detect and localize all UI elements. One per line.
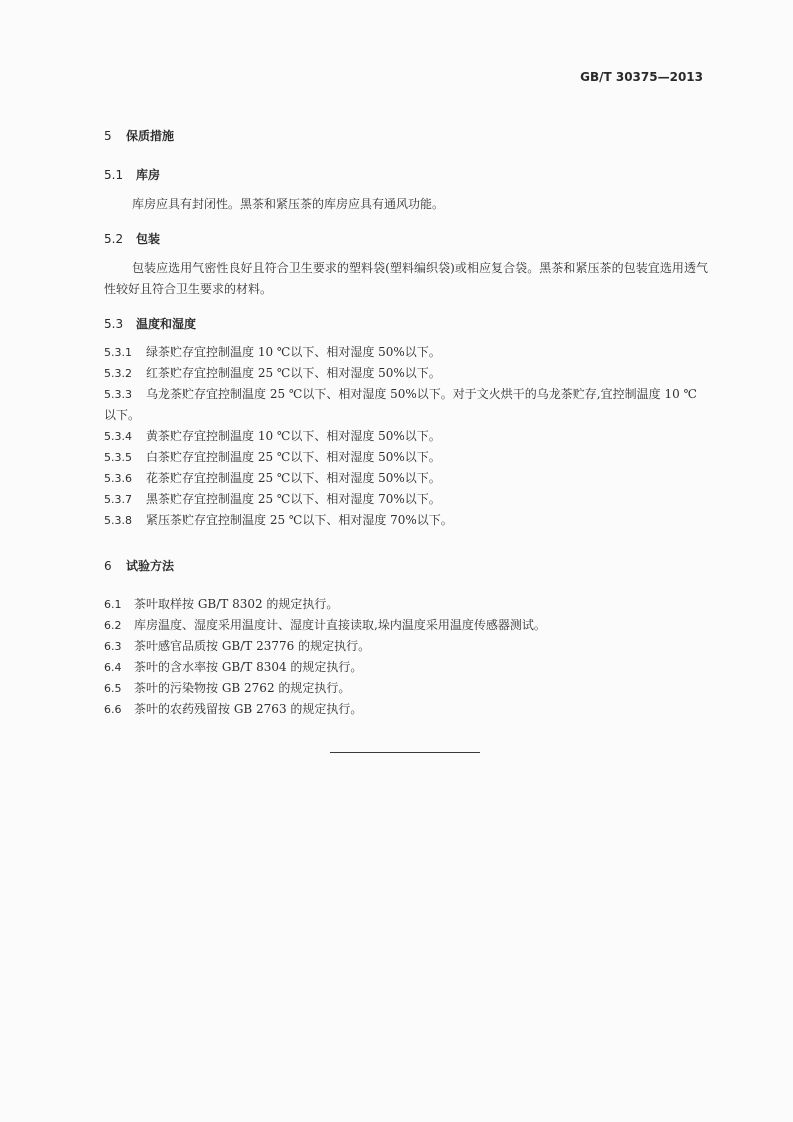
section-5-2-text: 包装应选用气密性良好且符合卫生要求的塑料袋(塑料编织袋)或相应复合袋。黑茶和紧压茶的包装宜选用透气性较好且符合卫生要求的材料。 bbox=[104, 261, 708, 296]
item-number: 6.1 bbox=[104, 598, 122, 611]
item-number: 6.2 bbox=[104, 619, 122, 632]
item-number: 5.3.4 bbox=[104, 430, 132, 443]
section-5-1-text: 库房应具有封闭性。黑茶和紧压茶的库房应具有通风功能。 bbox=[132, 197, 445, 211]
section-title: 保质措施 bbox=[126, 129, 175, 143]
item-text: 白茶贮存宜控制温度 25 ℃以下、相对湿度 50%以下。 bbox=[146, 450, 441, 464]
item-text: 乌龙茶贮存宜控制温度 25 ℃以下、相对湿度 50%以下。对于文火烘干的乌龙茶贮存,宜控制温度 10 ℃以下。 bbox=[104, 387, 697, 422]
list-item-6-5 bbox=[104, 678, 708, 699]
list-item-6-6 bbox=[104, 699, 708, 720]
item-number: 6.4 bbox=[104, 661, 122, 674]
item-text: 黑茶贮存宜控制温度 25 ℃以下、相对湿度 70%以下。 bbox=[146, 492, 441, 506]
item-number: 6.3 bbox=[104, 640, 122, 653]
section-number: 5 bbox=[104, 129, 112, 143]
section-number: 5.2 bbox=[104, 232, 124, 246]
section-number: 6 bbox=[104, 559, 112, 573]
section-title: 库房 bbox=[136, 168, 161, 182]
list-item-5-3-2 bbox=[104, 363, 708, 384]
section-5-3-heading bbox=[104, 315, 196, 332]
section-5-heading bbox=[104, 127, 174, 144]
item-number: 5.3.7 bbox=[104, 493, 132, 506]
item-text: 库房温度、湿度采用温度计、湿度计直接读取,垛内温度采用温度传感器测试。 bbox=[134, 618, 546, 632]
list-item-5-3-1 bbox=[104, 342, 708, 363]
section-5-2-heading bbox=[104, 230, 160, 247]
section-title: 包装 bbox=[136, 232, 161, 246]
list-item-6-1 bbox=[104, 594, 708, 615]
item-number: 6.5 bbox=[104, 682, 122, 695]
item-text: 茶叶的污染物按 GB 2762 的规定执行。 bbox=[134, 681, 351, 695]
list-item-5-3-5 bbox=[104, 447, 708, 468]
item-text: 茶叶取样按 GB/T 8302 的规定执行。 bbox=[134, 597, 339, 611]
section-title: 温度和湿度 bbox=[136, 317, 197, 331]
item-number: 5.3.2 bbox=[104, 367, 132, 380]
section-5-1-heading bbox=[104, 166, 160, 183]
list-item-5-3-6 bbox=[104, 468, 708, 489]
list-item-5-3-7 bbox=[104, 489, 708, 510]
item-text: 紧压茶贮存宜控制温度 25 ℃以下、相对湿度 70%以下。 bbox=[146, 513, 453, 527]
list-item-5-3-4 bbox=[104, 426, 708, 447]
end-rule bbox=[330, 752, 480, 753]
item-text: 花茶贮存宜控制温度 25 ℃以下、相对湿度 50%以下。 bbox=[146, 471, 441, 485]
section-number: 5.1 bbox=[104, 168, 124, 182]
item-text: 茶叶的农药残留按 GB 2763 的规定执行。 bbox=[134, 702, 363, 716]
list-item-6-2 bbox=[104, 615, 708, 636]
section-6-heading bbox=[104, 557, 174, 574]
item-text: 茶叶的含水率按 GB/T 8304 的规定执行。 bbox=[134, 660, 363, 674]
item-text: 红茶贮存宜控制温度 25 ℃以下、相对湿度 50%以下。 bbox=[146, 366, 441, 380]
list-item-5-3-3 bbox=[104, 384, 708, 426]
item-text: 茶叶感官品质按 GB/T 23776 的规定执行。 bbox=[134, 639, 371, 653]
item-text: 绿茶贮存宜控制温度 10 ℃以下、相对湿度 50%以下。 bbox=[146, 345, 441, 359]
standard-code: GB/T 30375—2013 bbox=[580, 70, 703, 84]
item-text: 黄茶贮存宜控制温度 10 ℃以下、相对湿度 50%以下。 bbox=[146, 429, 441, 443]
item-number: 5.3.1 bbox=[104, 346, 132, 359]
list-item-6-3 bbox=[104, 636, 708, 657]
list-item-6-4 bbox=[104, 657, 708, 678]
item-number: 5.3.5 bbox=[104, 451, 132, 464]
section-number: 5.3 bbox=[104, 317, 124, 331]
item-number: 5.3.6 bbox=[104, 472, 132, 485]
list-item-5-3-8 bbox=[104, 510, 708, 531]
item-number: 6.6 bbox=[104, 703, 122, 716]
item-number: 5.3.8 bbox=[104, 514, 132, 527]
item-number: 5.3.3 bbox=[104, 388, 132, 401]
section-title: 试验方法 bbox=[126, 559, 175, 573]
